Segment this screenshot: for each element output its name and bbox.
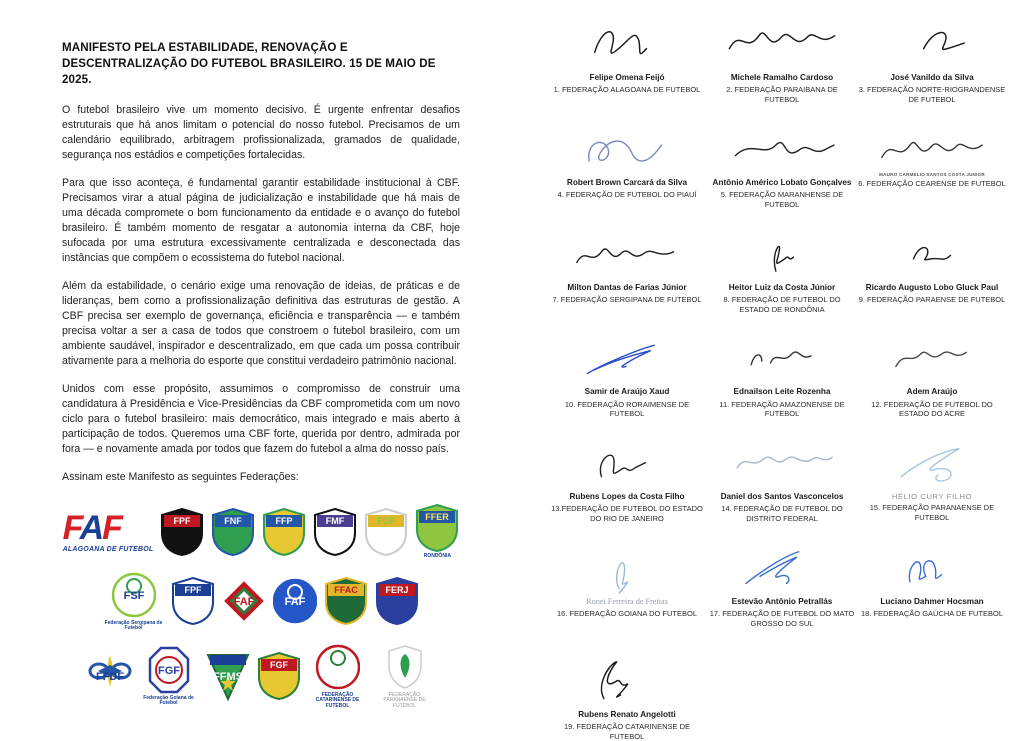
logo-caption: RONDÔNIA — [424, 554, 451, 560]
svg-text:FFER: FFER — [426, 512, 450, 522]
signatory-name: Heitor Luiz da Costa Júnior — [729, 283, 835, 293]
federation-label: 19. FEDERAÇÃO CATARINENSE DE FUTEBOL — [548, 722, 706, 741]
signature-entry-3 — [858, 18, 1006, 105]
signatory-name: Estevão Antônio Petrallás — [732, 597, 833, 607]
handwritten-signature — [872, 340, 992, 384]
logo-wordmark: FAF ALAGOANA DE FUTEBOL — [63, 511, 154, 553]
svg-text:FAF: FAF — [233, 596, 254, 608]
handwritten-signature — [567, 550, 687, 594]
signature-entry-9 — [859, 236, 1006, 305]
signatory-name: Ronei Ferreira de Freitas — [586, 597, 668, 607]
signatory-name: Felipe Omena Feijó — [589, 73, 664, 83]
signature-entry-14 — [708, 445, 856, 524]
manifesto-paragraph-3: Além da estabilidade, o cenário exige uma renovação de ideias, de práticas e de lideranças, bem como a profissionalização definitiva das estruturas de gestão. A CBF precisa ser exemplo de governança, eficiência e transparência — e também precisa voltar a ser a casa de todos que constroem o futebol brasileiro, com um ambiente saudável, inspirador e descentralizado, em que cada um possa contribuir ativamente para a melhoria do esporte que constitui verdadeiro patrimônio nacional. — [62, 279, 460, 369]
logo-fpf-paraibana — [160, 507, 204, 557]
handwritten-signature — [567, 655, 687, 707]
svg-text:FPF: FPF — [184, 585, 202, 595]
signatory-name: Rubens Lopes da Costa Filho — [569, 492, 684, 502]
logo-fsf-sergipana — [104, 570, 164, 632]
manifesto-paragraph-4: Unidos com esse propósito, assumimos o compromisso de construir uma candidatura à Presidência e Vice-Presidências da CBF comprometida com um novo ciclo para o futebol brasileiro: mais democrático, mais integrado e mais aberto à participação de todos. Queremos uma CBF forte, querida por dentro, admirada por fora — e novamente amada por todos que fazem do futebol a alma do nosso país. — [62, 382, 460, 457]
logo-faf-acre — [222, 576, 266, 626]
logo-row — [62, 570, 460, 632]
svg-text:FFP: FFP — [276, 516, 293, 526]
signature-entry-12 — [858, 340, 1006, 419]
svg-text:FGF: FGF — [158, 665, 180, 677]
signature-entry-11 — [708, 340, 856, 419]
signatory-name: Adem Araújo — [907, 387, 958, 397]
handwritten-signature — [722, 445, 842, 489]
federation-label: 16. FEDERAÇÃO GOIANA DO FUTEBOL — [557, 609, 697, 619]
federation-label: 8. FEDERAÇÃO DE FUTEBOL DO ESTADO DE RONDÔNIA — [708, 295, 856, 315]
federation-label: 11. FEDERAÇÃO AMAZONENSE DE FUTEBOL — [708, 400, 856, 420]
logo-caption: Federação Goiana de Futebol — [139, 696, 199, 707]
handwritten-signature — [722, 18, 842, 70]
signatory-name: Ricardo Augusto Lobo Gluck Paul — [866, 283, 999, 293]
signatory-name: Milton Dantas de Farias Júnior — [567, 283, 686, 293]
signature-entry-4 — [558, 131, 697, 200]
signatory-name: HÉLIO CURY FILHO — [892, 492, 972, 501]
signatory-name: Antônio Américo Lobato Gonçalves — [713, 178, 852, 188]
signatory-name: MAURO CARMELIO SANTOS COSTA JUNIOR — [879, 172, 985, 178]
svg-text:FCF: FCF — [378, 516, 396, 526]
federation-logos — [62, 503, 460, 709]
logo-caption: FEDERAÇÃO PARANAENSE DE FUTEBOL — [375, 693, 435, 710]
svg-text:FMF: FMF — [326, 516, 345, 526]
federation-label: 13.FEDERAÇÃO DE FUTEBOL DO ESTADO DO RIO DE JANEIRO — [548, 504, 706, 524]
handwritten-signature — [567, 131, 687, 175]
handwritten-signature — [872, 550, 992, 594]
logo-row — [62, 642, 460, 710]
handwritten-signature — [872, 236, 992, 280]
signature-entry-6 — [858, 131, 1006, 189]
signature-entry-10 — [548, 340, 706, 419]
manifesto-paragraph-1: O futebol brasileiro vive um momento decisivo. É urgente enfrentar desafios estruturais que há anos limitam o potencial do nosso futebol. Precisamos de um calendário equilibrado, arbitragem profissionalizada, gramados de qualidade, segurança nos estádios e competições fortalecidas. — [62, 103, 460, 163]
logo-fgf-gaucha — [257, 651, 301, 701]
federation-label: 3. FEDERAÇÃO NORTE-RIOGRANDENSE DE FUTEBOL — [858, 85, 1006, 105]
federation-label: 17. FEDERAÇÃO DE FUTEBOL DO MATO GROSSO DO SUL — [708, 609, 856, 629]
signature-entry-17 — [708, 550, 856, 629]
federation-label: 14. FEDERAÇÃO DE FUTEBOL DO DISTRITO FEDERAL — [708, 504, 856, 524]
signature-entry-8 — [708, 236, 856, 315]
svg-text:FPF: FPF — [174, 516, 192, 526]
signature-entry-16 — [557, 550, 697, 619]
signatories-intro: Assinam este Manifesto as seguintes Federações: — [62, 470, 460, 485]
federation-label: 6. FEDERAÇÃO CEARENSE DE FUTEBOL — [858, 179, 1006, 189]
logo-row — [62, 503, 460, 560]
handwritten-signature — [872, 131, 992, 175]
logo-fcf-cearense — [364, 507, 408, 557]
logo-ffms-mato-grosso-sul — [206, 651, 250, 701]
handwritten-signature — [567, 340, 687, 384]
signature-entry-19 — [548, 655, 706, 741]
logo-ffer-rondonia — [415, 503, 459, 560]
signatory-name: Samir de Araújo Xaud — [585, 387, 670, 397]
handwritten-signature — [872, 18, 992, 70]
svg-text:FAF: FAF — [284, 596, 305, 608]
handwritten-signature — [722, 340, 842, 384]
signature-entry-5 — [708, 131, 856, 210]
manifesto-page — [62, 40, 460, 719]
manifesto-title: MANIFESTO PELA ESTABILIDADE, RENOVAÇÃO E DESCENTRALIZAÇÃO DO FUTEBOL BRASILEIRO. 15 DE MAIO DE 2025. — [62, 40, 460, 89]
svg-text:FGF: FGF — [270, 660, 288, 670]
logo-ffp-piaui — [262, 507, 306, 557]
svg-text:FSF: FSF — [123, 590, 144, 602]
federation-label: 4. FEDERAÇÃO DE FUTEBOL DO PIAUÍ — [558, 190, 697, 200]
signature-entry-15 — [858, 445, 1006, 523]
federation-label: 5. FEDERAÇÃO MARANHENSE DE FUTEBOL — [708, 190, 856, 210]
signature-entry-1 — [554, 18, 701, 95]
signature-entry-7 — [552, 236, 701, 305]
federation-label: 9. FEDERAÇÃO PARAENSE DE FUTEBOL — [859, 295, 1006, 305]
signatory-name: Robert Brown Carcará da Silva — [567, 178, 687, 188]
signature-entry-2 — [708, 18, 856, 105]
logo-fcf-catarinense — [308, 642, 368, 710]
svg-text:FFMS: FFMS — [213, 671, 243, 683]
logo-ffdf-distrito-federal — [88, 651, 132, 701]
signatory-name: Rubens Renato Angelotti — [578, 710, 676, 720]
logo-fmf-maranhense — [313, 507, 357, 557]
handwritten-signature — [722, 550, 842, 594]
svg-text:FFAC: FFAC — [334, 585, 358, 595]
svg-text:FNF: FNF — [225, 516, 243, 526]
signatory-name: Michele Ramalho Cardoso — [731, 73, 833, 83]
logo-fpf-para — [171, 576, 215, 626]
federation-label: 18. FEDERAÇÃO GAÚCHA DE FUTEBOL — [861, 609, 1003, 619]
logo-faf-amazonense — [273, 576, 317, 626]
logo-fgf-goiana — [139, 645, 199, 707]
handwritten-signature — [722, 131, 842, 175]
signatory-name: Luciano Dahmer Hocsman — [880, 597, 983, 607]
logo-faf-alagoana — [63, 511, 154, 553]
handwritten-signature — [872, 445, 992, 489]
handwritten-signature — [567, 445, 687, 489]
svg-text:FERJ: FERJ — [385, 585, 408, 595]
signatory-name: José Vanildo da Silva — [890, 73, 973, 83]
logo-ffac-acreana — [324, 576, 368, 626]
signatures-page — [548, 18, 1010, 741]
logo-fnf-norte-riograndense — [211, 507, 255, 557]
federation-label: 7. FEDERAÇÃO SERGIPANA DE FUTEBOL — [552, 295, 701, 305]
handwritten-signature — [567, 236, 687, 280]
federation-label: 2. FEDERAÇÃO PARAIBANA DE FUTEBOL — [708, 85, 856, 105]
signatory-name: Ednailson Leite Rozenha — [734, 387, 831, 397]
logo-fpf-paranaense — [375, 642, 435, 710]
handwritten-signature — [567, 18, 687, 70]
handwritten-signature — [722, 236, 842, 280]
federation-label: 15. FEDERAÇÃO PARANAENSE DE FUTEBOL — [858, 503, 1006, 523]
logo-ferj-rio — [375, 576, 419, 626]
manifesto-paragraph-2: Para que isso aconteça, é fundamental garantir estabilidade institucional à CBF. Precisamos virar a atual página de judicialização e instabilidade que há mais de uma década compromete o bom funcionamento da entidade e o avanço do futebol brasileiro. É também momento de resgatar a autonomia interna da CBF, hoje sufocada por uma estrutura excessivamente centralizada e desconectada das instâncias que compõem o ecossistema do futebol nacional. — [62, 176, 460, 266]
signatory-name: Daniel dos Santos Vasconcelos — [721, 492, 844, 502]
signature-entry-13 — [548, 445, 706, 524]
logo-caption: FEDERAÇÃO CATARINENSE DE FUTEBOL — [308, 693, 368, 710]
federation-label: 10. FEDERAÇÃO RORAIMENSE DE FUTEBOL — [548, 400, 706, 420]
logo-caption: Federação Sergipana de Futebol — [104, 621, 164, 632]
federation-label: 12. FEDERAÇÃO DE FUTEBOL DO ESTADO DO ACRE — [858, 400, 1006, 420]
signature-entry-18 — [861, 550, 1003, 619]
federation-label: 1. FEDERAÇÃO ALAGOANA DE FUTEBOL — [554, 85, 701, 95]
svg-text:FFDF: FFDF — [95, 671, 123, 683]
